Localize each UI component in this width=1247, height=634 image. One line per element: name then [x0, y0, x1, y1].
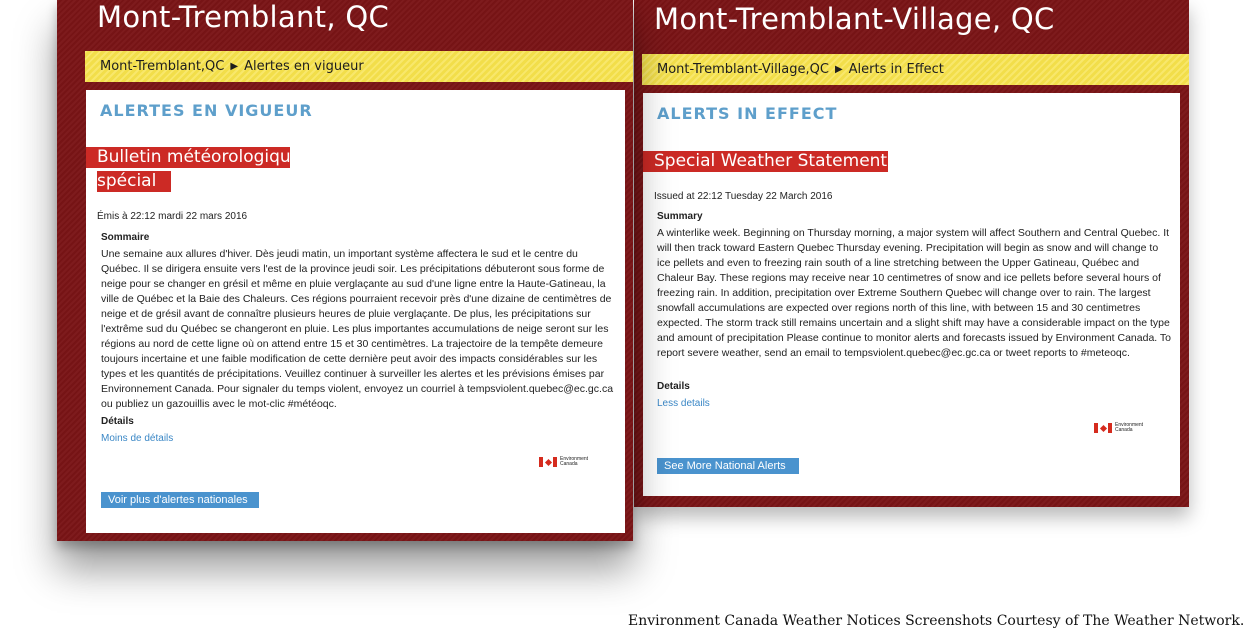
breadcrumb: [85, 51, 633, 82]
environment-canada-logo: [1094, 423, 1143, 433]
breadcrumb-location-link[interactable]: Mont-Tremblant-Village,QC: [657, 62, 829, 77]
chevron-right-icon: ▶: [230, 61, 239, 72]
city-title: Mont-Tremblant, QC: [97, 0, 390, 34]
canada-flag-icon: [1094, 423, 1112, 433]
details-label: Details: [657, 381, 690, 392]
alert-title-line-1: Bulletin météorologique: [86, 147, 290, 168]
logo-line-1: Environment: [1115, 422, 1144, 428]
breadcrumb: [642, 54, 1189, 85]
issued-timestamp: Issued at 22:12 Tuesday 22 March 2016: [654, 191, 833, 202]
logo-line-2: Canada: [560, 461, 578, 467]
summary-label: Sommaire: [101, 232, 150, 243]
canada-flag-icon: [539, 457, 557, 467]
summary-text: Une semaine aux allures d'hiver. Dès jeudi matin, un important système affectera le sud et le centre du Québec. Il se dirigera ensuite vers l'est de la province jeudi soir. Les précipitations débuteront sous forme de neige pour se changer en grésil et même en pluie verglaçante au sud d'une ligne entre la Haute-Gatineau, la ville de Québec et la Baie des Chaleurs. Ces régions pourraient recevoir près d'une dizaine de centimètres de neige et de grésil avant de connaître plusieurs heures de pluie verglaçante. De plus, les précipitations sur l'extrême sud du Québec se changeront en pluie. Les plus importantes accumulations de neige seront sur les régions au nord de cette ligne où on attend entre 15 et 30 centimètres. La trajectoire de la tempête demeure toujours incertaine et une faible modification de cette dernière peut avoir des impacts considérables sur les types et les quantités de précipitations. Veuillez continuer à surveiller les alertes et les prévisions émises par Environnement Canada. Pour signaler du temps violent, envoyez un courriel à tempsviolent.quebec@ec.gc.ca ou publiez un gazouillis avec le mot-clic #météoqc.: [101, 248, 614, 410]
alerts-heading: ALERTS IN EFFECT: [657, 104, 838, 123]
city-title: Mont-Tremblant-Village, QC: [654, 2, 1055, 36]
chevron-right-icon: ▶: [834, 64, 843, 75]
alert-content: [643, 93, 1180, 496]
image-caption: Environment Canada Weather Notices Screenshots Courtesy of The Weather Network.: [628, 613, 1245, 629]
less-details-link[interactable]: Less details: [657, 398, 710, 409]
alert-title: Special Weather Statement: [643, 151, 888, 172]
national-alerts-button[interactable]: Voir plus d'alertes nationales: [101, 492, 259, 508]
french-alert-panel: [57, 0, 633, 541]
issued-timestamp: Émis à 22:12 mardi 22 mars 2016: [97, 211, 248, 222]
breadcrumb-current: Alerts in Effect: [848, 62, 944, 77]
national-alerts-button[interactable]: See More National Alerts: [657, 458, 799, 474]
logo-line-2: Canada: [1115, 427, 1133, 433]
english-alert-panel: [634, 0, 1189, 507]
summary-text: A winterlike week. Beginning on Thursday morning, a major system will affect Southern and Central Quebec. It will then track toward Eastern Quebec Thursday evening. Precipitation will begin as snow and will change to ice pellets and even to freezing rain south of a line stretching between the Upper Gatineau, Québec and Chaleur Bay. These regions may receive near 10 centimetres of snow and ice pellets before several hours of freezing rain. In addition, precipitation over Extreme Southern Quebec will change over to rain. The largest snowfall accumulations are expected over regions north of this line, with between 15 and 30 centimetres expected. The storm track still remains uncertain and a slight shift may have a considerable impact on the type and amount of precipitation Please continue to monitor alerts and forecasts issued by Environment Canada. To report severe weather, send an email to tempsviolent.quebec@ec.gc.ca or tweet reports to #meteoqc.: [657, 227, 1172, 359]
summary-label: Summary: [657, 211, 703, 222]
logo-line-1: Environment: [560, 456, 589, 462]
breadcrumb-current: Alertes en vigueur: [244, 59, 364, 74]
alert-title-line-2: spécial: [97, 171, 171, 192]
details-label: Détails: [101, 416, 134, 427]
less-details-link[interactable]: Moins de détails: [101, 433, 174, 444]
breadcrumb-location-link[interactable]: Mont-Tremblant,QC: [100, 59, 225, 74]
alert-content: [86, 90, 625, 533]
environment-canada-logo: [539, 457, 588, 467]
alerts-heading: ALERTES EN VIGUEUR: [100, 101, 313, 120]
